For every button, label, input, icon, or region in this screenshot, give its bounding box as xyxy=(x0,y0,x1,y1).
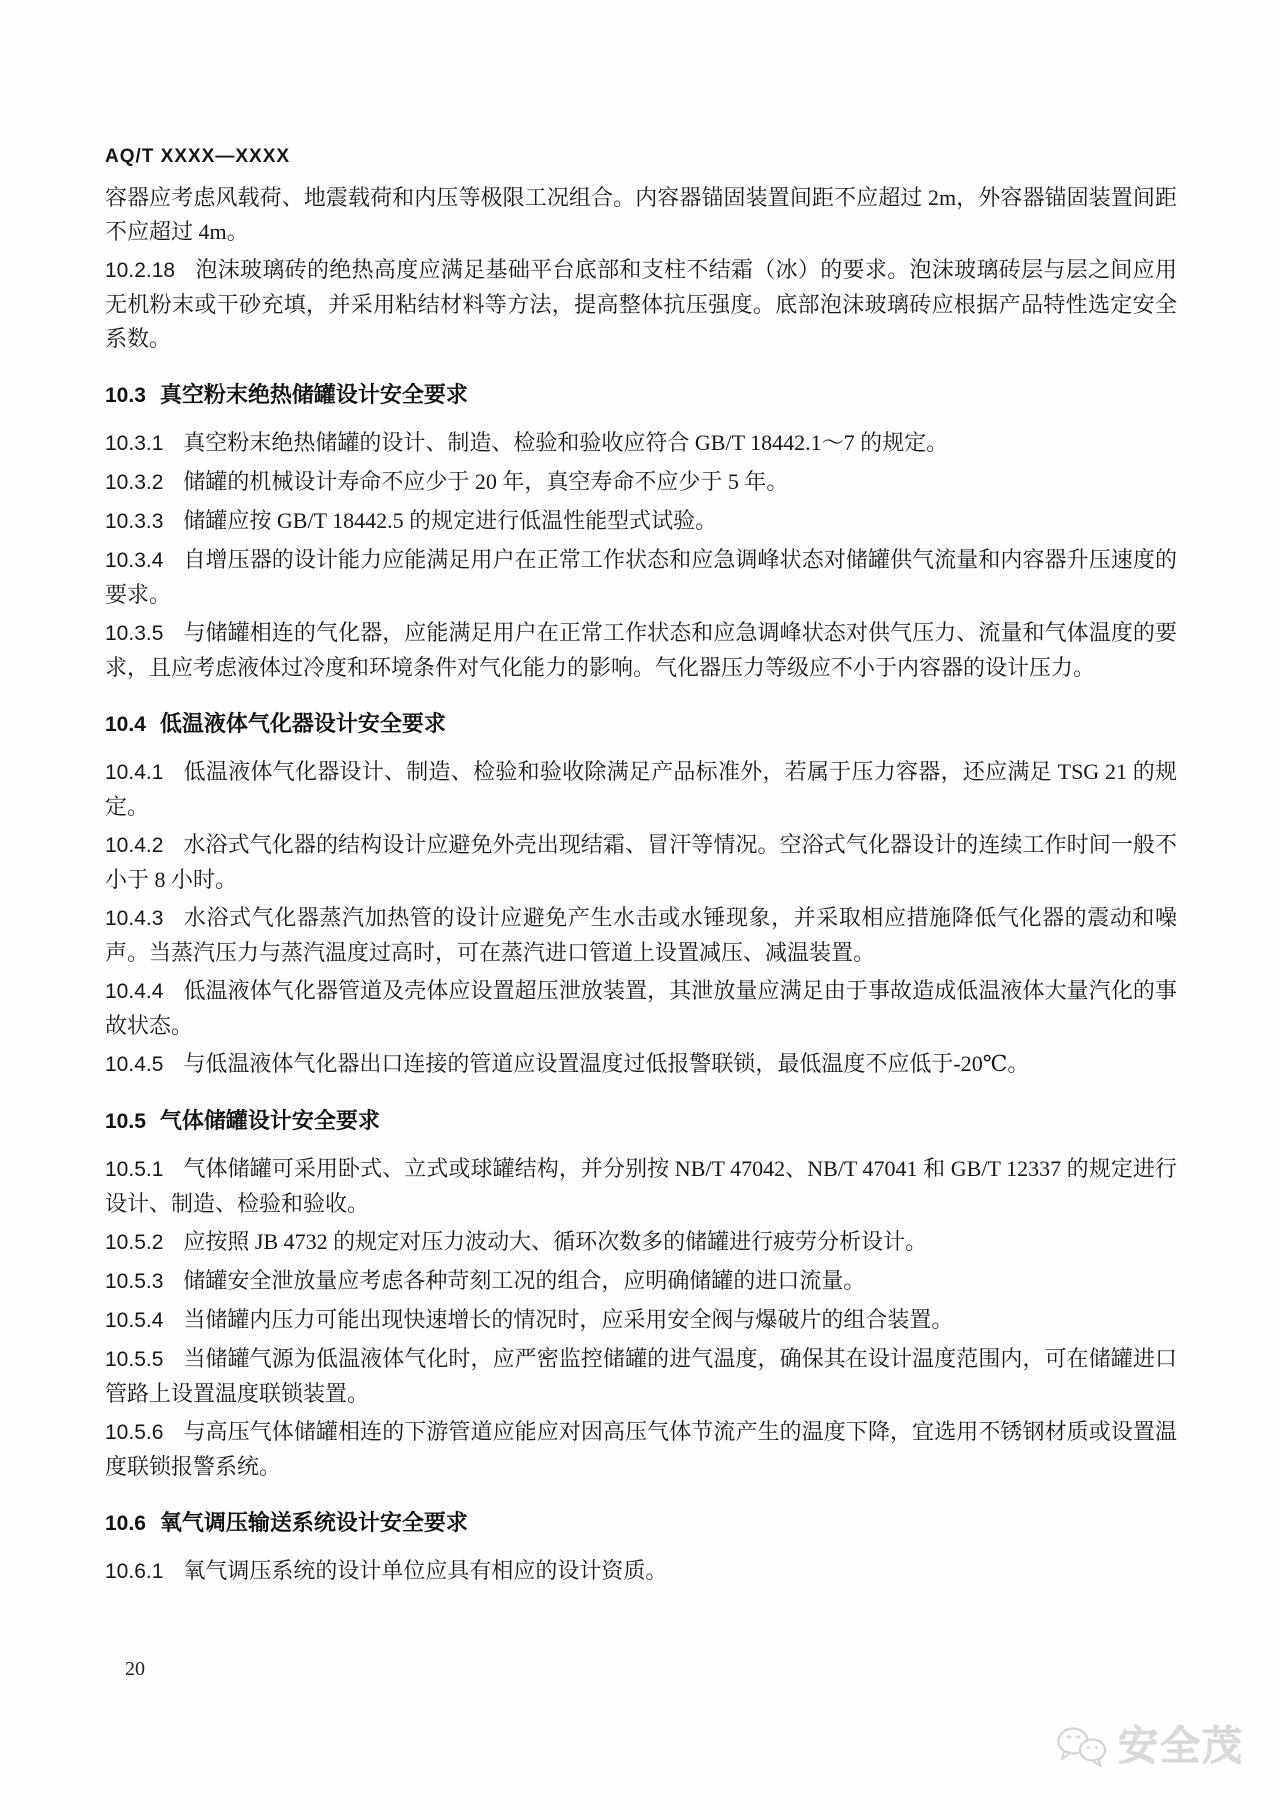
clause-10.5.1 xyxy=(105,1152,1177,1221)
clause-number: 10.2.18 xyxy=(105,259,176,282)
clause-number: 10.3.2 xyxy=(105,471,164,494)
clause-text: 当储罐气源为低温液体气化时，应严密监控储罐的进气温度，确保其在设计温度范围内，可在储罐进口管路上设置温度联锁装置。 xyxy=(105,1346,1177,1406)
page-number: 20 xyxy=(125,1658,145,1680)
clause-10.3.1 xyxy=(105,426,1177,461)
clause-number: 10.6 xyxy=(105,1512,146,1535)
clause-10.2.18 xyxy=(105,253,1177,356)
clause-number: 10.5.1 xyxy=(105,1158,164,1181)
document-code-header: AQ/T XXXX—XXXX xyxy=(105,146,291,167)
clause-10.3.4 xyxy=(105,543,1177,612)
paragraph-continuation xyxy=(105,181,1177,249)
wechat-icon xyxy=(1054,1724,1110,1770)
clause-text: 应按照 JB 4732 的规定对压力波动大、循环次数多的储罐进行疲劳分析设计。 xyxy=(183,1229,928,1254)
clause-number: 10.3.1 xyxy=(105,432,164,455)
clause-10.5.3 xyxy=(105,1264,1177,1299)
clause-number: 10.5 xyxy=(105,1110,146,1133)
clause-text: 储罐应按 GB/T 18442.5 的规定进行低温性能型式试验。 xyxy=(183,508,718,533)
clause-text: 泡沫玻璃砖的绝热高度应满足基础平台底部和支柱不结霜（冰）的要求。泡沫玻璃砖层与层之间应用无机粉末或干砂充填，并采用粘结材料等方法，提高整体抗压强度。底部泡沫玻璃砖应根据产品特性选定安全系数。 xyxy=(105,257,1177,351)
clause-10.5.5 xyxy=(105,1342,1177,1411)
clause-text: 与储罐相连的气化器，应能满足用户在正常工作状态和应急调峰状态对供气压力、流量和气体温度的要求，且应考虑液体过冷度和环境条件对气化能力的影响。气化器压力等级应不小于内容器的设计压力。 xyxy=(105,620,1177,680)
clause-number: 10.6.1 xyxy=(105,1560,164,1583)
clause-10.5.6 xyxy=(105,1415,1177,1484)
clause-number: 10.5.5 xyxy=(105,1348,164,1371)
clause-number: 10.4.4 xyxy=(105,980,164,1003)
clause-number: 10.3.4 xyxy=(105,549,164,572)
clause-number: 10.5.6 xyxy=(105,1421,164,1444)
clause-10.4.1 xyxy=(105,755,1177,824)
clause-number: 10.5.3 xyxy=(105,1270,164,1293)
clause-text: 真空粉末绝热储罐的设计、制造、检验和验收应符合 GB/T 18442.1～7 的规定。 xyxy=(183,430,949,455)
heading-text: 真空粉末绝热储罐设计安全要求 xyxy=(159,382,468,407)
clause-text: 储罐的机械设计寿命不应少于 20 年，真空寿命不应少于 5 年。 xyxy=(183,469,789,494)
clause-number: 10.4.5 xyxy=(105,1053,164,1076)
clause-text: 低温液体气化器设计、制造、检验和验收除满足产品标准外，若属于压力容器，还应满足 TSG 21 的规定。 xyxy=(105,759,1177,819)
section-heading-10.3 xyxy=(105,378,1177,413)
clause-number: 10.3 xyxy=(105,384,146,407)
section-heading-10.6 xyxy=(105,1506,1177,1541)
heading-text: 氧气调压输送系统设计安全要求 xyxy=(159,1510,468,1535)
clause-number: 10.4.3 xyxy=(105,907,164,930)
clause-number: 10.5.4 xyxy=(105,1309,164,1332)
watermark-text: 安全茂 xyxy=(1118,1725,1244,1769)
clause-text: 水浴式气化器蒸汽加热管的设计应避免产生水击或水锤现象，并采取相应措施降低气化器的震动和噪声。当蒸汽压力与蒸汽温度过高时，可在蒸汽进口管道上设置减压、减温装置。 xyxy=(105,905,1177,965)
clause-text: 与高压气体储罐相连的下游管道应能应对因高压气体节流产生的温度下降，宜选用不锈钢材质或设置温度联锁报警系统。 xyxy=(105,1419,1177,1479)
clause-10.5.4 xyxy=(105,1303,1177,1338)
clause-10.4.5 xyxy=(105,1047,1177,1082)
watermark xyxy=(1054,1724,1244,1770)
clause-10.6.1 xyxy=(105,1554,1177,1589)
clause-number: 10.3.3 xyxy=(105,510,164,533)
heading-text: 气体储罐设计安全要求 xyxy=(159,1108,380,1133)
clause-text: 低温液体气化器管道及壳体应设置超压泄放装置，其泄放量应满足由于事故造成低温液体大量汽化的事故状态。 xyxy=(105,978,1177,1038)
clause-10.4.2 xyxy=(105,828,1177,897)
section-heading-10.5 xyxy=(105,1104,1177,1139)
clause-text: 水浴式气化器的结构设计应避免外壳出现结霜、冒汗等情况。空浴式气化器设计的连续工作时间一般不小于 8 小时。 xyxy=(105,832,1177,892)
clause-10.3.2 xyxy=(105,465,1177,500)
clause-number: 10.5.2 xyxy=(105,1231,164,1254)
clause-10.4.4 xyxy=(105,974,1177,1043)
clause-10.5.2 xyxy=(105,1225,1177,1260)
clause-10.3.5 xyxy=(105,616,1177,685)
clause-text: 当储罐内压力可能出现快速增长的情况时，应采用安全阀与爆破片的组合装置。 xyxy=(183,1307,954,1332)
clause-text: 与低温液体气化器出口连接的管道应设置温度过低报警联锁，最低温度不应低于-20℃。 xyxy=(183,1051,1030,1076)
clause-10.4.3 xyxy=(105,901,1177,970)
section-heading-10.4 xyxy=(105,707,1177,742)
clause-number: 10.4.2 xyxy=(105,834,164,857)
clause-number: 10.4.1 xyxy=(105,761,164,784)
clause-number: 10.3.5 xyxy=(105,622,164,645)
clause-text: 储罐安全泄放量应考虑各种苛刻工况的组合，应明确储罐的进口流量。 xyxy=(183,1268,866,1293)
clause-text: 气体储罐可采用卧式、立式或球罐结构，并分别按 NB/T 47042、NB/T 47041 和 GB/T 12337 的规定进行设计、制造、检验和验收。 xyxy=(105,1156,1177,1216)
document-body xyxy=(105,181,1177,1593)
clause-number: 10.4 xyxy=(105,713,146,736)
clause-10.3.3 xyxy=(105,504,1177,539)
clause-text: 容器应考虑风载荷、地震载荷和内压等极限工况组合。内容器锚固装置间距不应超过 2m，外容器锚固装置间距不应超过 4m。 xyxy=(105,185,1177,244)
heading-text: 低温液体气化器设计安全要求 xyxy=(159,711,446,736)
clause-text: 自增压器的设计能力应能满足用户在正常工作状态和应急调峰状态对储罐供气流量和内容器升压速度的要求。 xyxy=(105,547,1177,607)
clause-text: 氧气调压系统的设计单位应具有相应的设计资质。 xyxy=(183,1558,668,1583)
